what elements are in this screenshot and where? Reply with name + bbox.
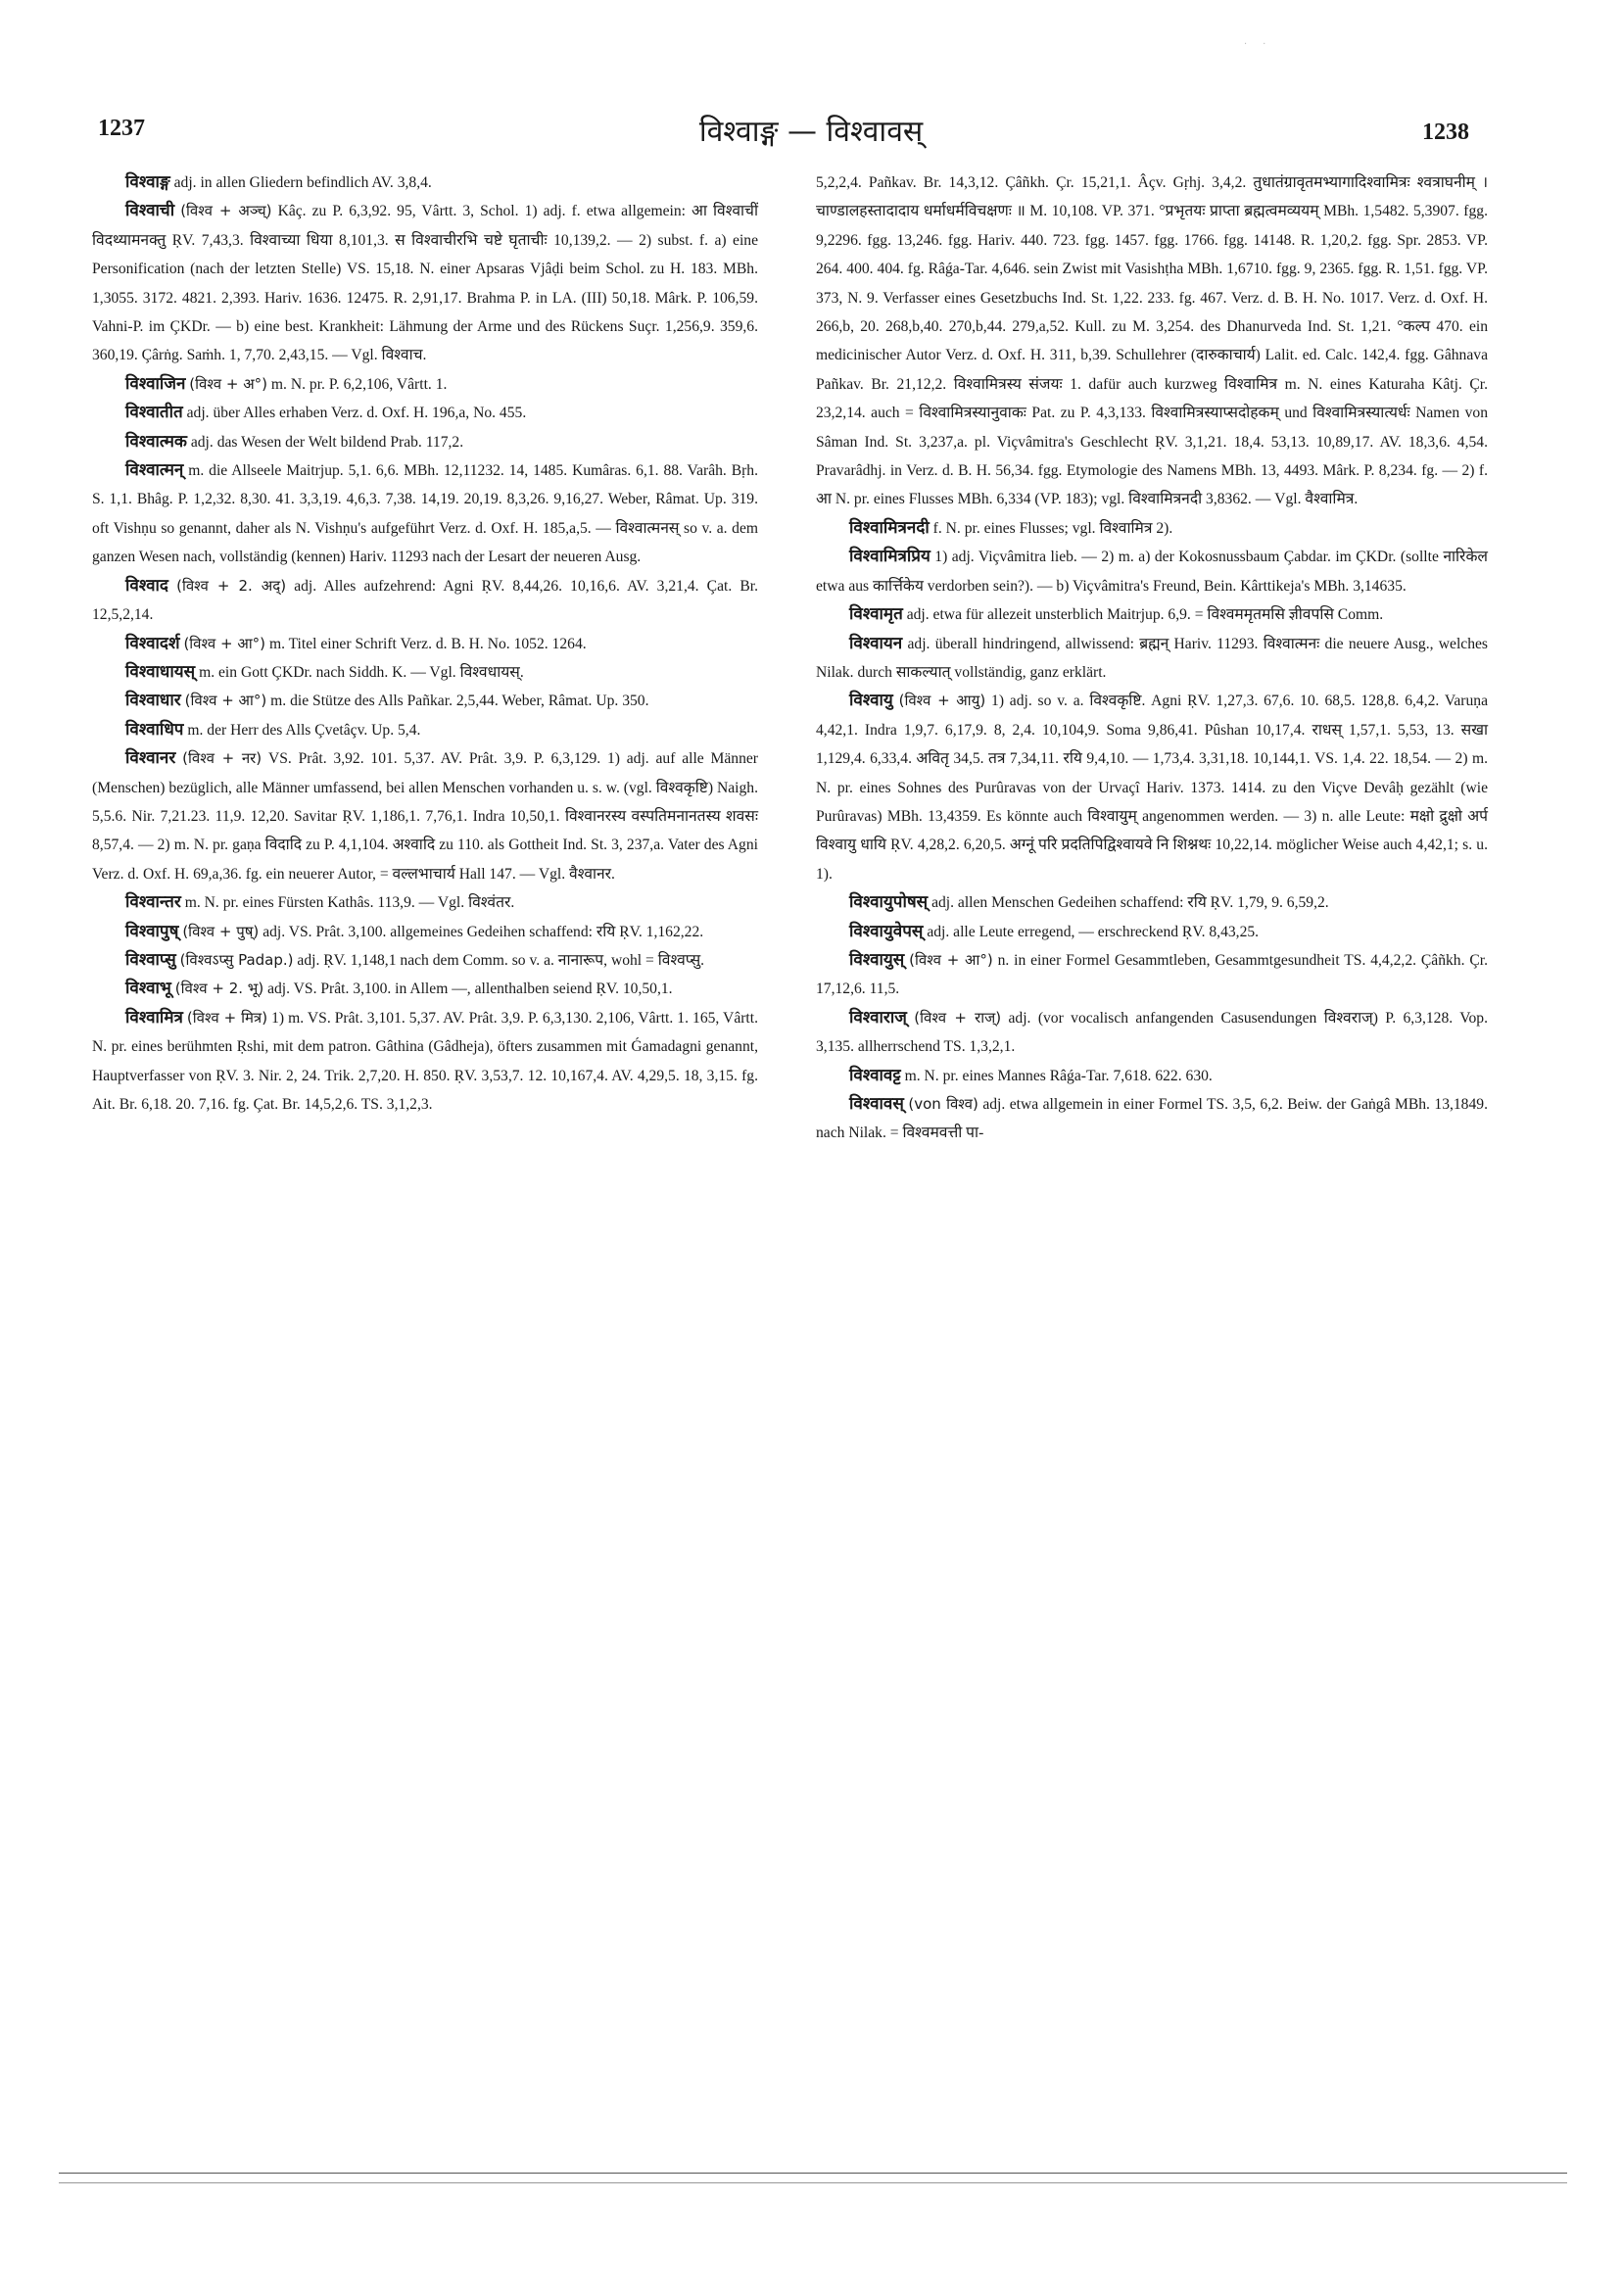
entry-headword: विश्वामित्र — [125, 1007, 183, 1028]
dictionary-entry — [92, 572, 758, 630]
entry-text: adj. VS. Prât. 3,100. allgemeines Gedeihen schaffend: रयि ṚV. 1,162,22. — [262, 923, 704, 940]
entry-etymology: (विश्व + अञ्च्) — [180, 202, 272, 220]
entry-text: 1) adj. so v. a. विश्वकृष्टि. Agni ṚV. 1,27,3. 67,6. 10. 68,5. 128,8. 6,4,2. Varuṇa 4,42,1. Indra 1,9,7. 6,17,9. 8, 2,4. 10,104,9. Soma 9,86,41. Pûshan 10,17,4. राधस् 1,57,1. 5,53, 13. सखा 1,129,4. 6,33,4. अवितृ 34,5. तत्र 7,34,11. रयि 9,4,10. — 1,73,4. 3,31,18. 10,144,1. VS. 1,4. 22. 18,54. — 2) m. N. pr. eines Sohnes des Purûravas von der Urvaçî Hariv. 1373. 1414. zu den Viçve Devâḥ gezählt (wie Purûravas) MBh. 13,4359. Es könnte auch विश्वायुम् angenommen werden. — 3) n. alle Leute: मक्षो द्रुक्षो अर्प विश्वायु धायि ṚV. 4,28,2. 6,20,5. अग्नूं परि प्रदतिपिद्विश्वायवे नि शिश्नथः 10,22,14. möglicher Weise auch 4,42,1; s. u. 1). — [816, 693, 1489, 883]
dictionary-entry — [816, 918, 1488, 946]
dictionary-entry — [92, 168, 758, 197]
entry-text: m. N. pr. eines Fürsten Kathâs. 113,9. — Vgl. विश्वंतर. — [184, 894, 515, 912]
dictionary-entry — [92, 946, 758, 975]
right-column — [816, 168, 1488, 1148]
entry-headword: विश्वाजिन — [125, 373, 186, 394]
entry-headword: विश्वायुस् — [849, 949, 905, 970]
bottom-rule-secondary — [59, 2182, 1567, 2183]
dictionary-entry — [92, 918, 758, 946]
page-number-right: 1238 — [1422, 120, 1469, 145]
left-column — [92, 168, 758, 1119]
dictionary-entry — [816, 1090, 1488, 1148]
entry-text: adj. das Wesen der Welt bildend Prab. 117,2. — [190, 433, 464, 451]
entry-text: 1) adj. Viçvâmitra lieb. — 2) m. a) der Kokosnussbaum Çabdar. im ÇKDr. (sollte नारिकेल etwa aus कार्त्तिकेय verdorben sein?). — b) Viçvâmitra's Freund, Bein. Kârttikeja's MBh. 3,14635. — [816, 549, 1488, 595]
entry-headword: विश्वाप्सु — [125, 949, 176, 970]
entry-headword: विश्वातीत — [125, 403, 183, 423]
entry-text: m. die Stütze des Alls Pañkar. 2,5,44. Weber, Râmat. Up. 350. — [270, 693, 649, 710]
entry-etymology: (विश्व + आ°) — [184, 692, 267, 710]
entry-etymology: (विश्वऽप्सु Padap.) — [179, 950, 294, 969]
entry-headword: विश्वान्तर — [125, 892, 181, 913]
entry-text: m. N. pr. P. 6,2,106, Vârtt. 1. — [270, 375, 448, 393]
entry-text: adj. überall hindringend, allwissend: ब्रह्मन् Hariv. 11293. विश्वात्मनः die neuere Ausg., welches Nilak. durch साकल्यात् vollständig, ganz erklärt. — [816, 635, 1488, 681]
dictionary-entry — [92, 744, 758, 888]
entry-text: f. N. pr. eines Flusses; vgl. विश्वामित्र 2). — [932, 519, 1173, 537]
entry-headword: विश्वायुपोषस् — [849, 892, 929, 913]
dictionary-entry — [816, 888, 1488, 917]
entry-etymology: (विश्व + आ°) — [183, 634, 266, 652]
entry-text: adj. über Alles erhaben Verz. d. Oxf. H. 196,a, No. 455. — [186, 405, 527, 422]
entry-headword: विश्वादर्श — [125, 633, 180, 653]
entry-text: 1) m. VS. Prât. 3,101. 5,37. AV. Prât. 3,9. P. 6,3,130. 2,106, Vârtt. 1. 165, Vârtt. N. pr. eines berühmten Ṛshi, mit dem patron. Gâthina (Gâdheja), öfters zusammen mit Ǵamadagni genannt, Hauptverfasser von ṚV. 3. Nir. 2, 24. Trik. 2,7,20. H. 850. ṚV. 3,53,7. 12. 10,167,4. AV. 4,29,5. 18, 3,15. fg. Ait. Br. 6,18. 20. 7,16. fg. Çat. Br. 14,5,2,6. TS. 3,1,2,3. — [92, 1009, 758, 1113]
entry-etymology: (विश्व + आयु) — [898, 692, 986, 710]
dictionary-entry — [816, 168, 1488, 514]
entry-headword: विश्वापुष् — [125, 921, 179, 941]
entry-headword: विश्वायन — [849, 633, 903, 653]
entry-headword: विश्वावस् — [849, 1094, 904, 1114]
entry-text: m. Titel einer Schrift Verz. d. B. H. No. 1052. 1264. — [268, 635, 587, 652]
entry-etymology: (विश्व + 2. भू) — [174, 980, 264, 998]
scan-specks: · · — [1244, 39, 1266, 50]
dictionary-entry — [816, 514, 1488, 543]
entry-etymology: (विश्व + आ°) — [909, 950, 993, 969]
entry-headword: विश्वायु — [849, 691, 893, 711]
entry-headword: विश्वाधार — [125, 691, 181, 711]
entry-headword: विश्वायुवेपस् — [849, 921, 924, 941]
entry-etymology: (von विश्व) — [908, 1095, 978, 1113]
dictionary-entry — [92, 197, 758, 369]
entry-etymology: (विश्व + मित्र) — [186, 1008, 268, 1027]
entry-text: 5,2,2,4. Pañkav. Br. 14,3,12. Çâñkh. Çr. 15,21,1. Âçv. Gṛhj. 3,4,2. तुधातंग्रावृतमभ्यागादिश्वामित्रः श्वत्राघनीम् । चाण्डालहस्तादादाय धर्माधर्मविचक्षणः ॥ M. 10,108. VP. 371. °प्रभृतयः प्राप्ता ब्रह्मत्वमव्ययम् MBh. 1,5482. 5,3907. fgg. 9,2296. fgg. 13,246. fgg. Hariv. 440. 723. fgg. 1457. fgg. 1766. fgg. 14148. R. 1,20,2. fgg. Spr. 2853. VP. 264. 400. 404. fg. Râǵa-Tar. 4,646. sein Zwist mit Vasishṭha MBh. 1,6710. fgg. 9, 2365. fgg. R. 1,51. fgg. VP. 373, N. 9. Verfasser eines Gesetzbuchs Ind. St. 1,22. 233. fg. 467. Verz. d. B. H. No. 1017. Verz. d. Oxf. H. 266,b, 20. 268,b,40. 270,b,44. 279,a,52. Kull. zu M. 3,254. des Dhanurveda Ind. St. 1,21. °कल्प 470. ein medicinischer Autor Verz. d. Oxf. H. 311, b,39. Schullehrer (दारुकाचार्य) Lalit. ed. Calc. 142,4. fgg. Gâhnava Pañkav. Br. 21,12,2. विश्वामित्रस्य संजयः 1. dafür auch kurzweg विश्वामित्र m. N. eines Katuraha Kâtj. Çr. 23,2,14. auch = विश्वामित्रस्यानुवाकः Pat. zu P. 4,3,133. विश्वामित्रस्याप्सदोहकम् und विश्वामित्रस्यात्यर्धः Namen von Sâman Ind. St. 3,237,a. pl. Viçvâmitra's Geschlecht ṚV. 3,1,21. 18,4. 53,13. 10,89,17. AV. 18,3,6. 4,54. Pravarâdhj. in Verz. d. B. H. 56,34. fgg. Etymologie des Namens MBh. 13, 4493. Mârk. P. 8,234. fg. — 2) f. आ N. pr. eines Flusses MBh. 6,334 (VP. 183); vgl. विश्वामित्रनदी 3,8362. — Vgl. वैश्वामित्र. — [816, 174, 1488, 508]
entry-headword: विश्वाभू — [125, 979, 171, 999]
entry-etymology: (विश्व + राज्) — [914, 1008, 1002, 1027]
entry-text: m. N. pr. eines Mannes Râǵa-Tar. 7,618. 622. 630. — [904, 1067, 1213, 1084]
entry-text: adj. in allen Gliedern befindlich AV. 3,8,4. — [173, 174, 432, 191]
entry-headword: विश्वामित्रप्रिय — [849, 547, 930, 567]
dictionary-entry — [816, 946, 1488, 1004]
dictionary-entry — [92, 630, 758, 658]
dictionary-entry — [92, 399, 758, 427]
entry-etymology: (विश्व + पुष्) — [182, 922, 260, 940]
bottom-rule — [59, 2173, 1567, 2174]
entry-headword: विश्वाची — [125, 201, 175, 221]
entry-headword: विश्वावट्ट — [849, 1065, 901, 1085]
entry-text: m. die Allseele Maitrjup. 5,1. 6,6. MBh. 12,11232. 14, 1485. Kumâras. 6,1. 88. Varâh. Bṛh. S. 1,1. Bhâg. P. 1,2,32. 8,30. 41. 3,3,19. 4,6,3. 7,38. 14,19. 20,19. 8,3,26. 9,16,27. Weber, Râmat. Up. 319. oft Vishṇu so genannt, daher als N. Vishṇu's aufgeführt Verz. d. Oxf. H. 185,a,5. — विश्वात्मनस् so v. a. dem ganzen Wesen nach, vollständig (kennen) Hariv. 11293 nach der Lesart der neueren Ausg. — [92, 462, 758, 566]
entry-headword: विश्वात्मन् — [125, 460, 184, 481]
entry-etymology: (विश्व + अ°) — [189, 374, 268, 393]
dictionary-entry — [92, 370, 758, 399]
dictionary-entry — [816, 630, 1488, 688]
dictionary-entry — [92, 428, 758, 456]
page-header — [0, 116, 1622, 155]
dictionary-entry — [816, 1004, 1488, 1062]
entry-text: m. ein Gott ÇKDr. nach Siddh. K. — Vgl. विश्वधायस्. — [199, 663, 524, 681]
entry-headword: विश्वानर — [125, 748, 176, 769]
entry-headword: विश्वाराज् — [849, 1007, 907, 1028]
entry-headword: विश्वाङ्ग — [125, 172, 170, 192]
entry-headword: विश्वामृत — [849, 604, 903, 625]
entry-etymology: (विश्व + नर) — [182, 749, 262, 768]
dictionary-entry — [816, 687, 1488, 888]
entry-text: adj. alle Leute erregend, — erschreckend ṚV. 8,43,25. — [927, 923, 1260, 940]
entry-text: adj. etwa für allezeit unsterblich Maitrjup. 6,9. = विश्वममृतमसि ज्ञीवपसि Comm. — [906, 606, 1384, 624]
entry-text: n. in einer Formel Gesammtleben, Gesammtgesundheit TS. 4,4,2,2. Çâñkh. Çr. 17,12,6. 11,5. — [816, 951, 1488, 998]
dictionary-entry — [816, 600, 1488, 629]
dictionary-entry — [816, 1062, 1488, 1090]
entry-headword: विश्वामित्रनदी — [849, 517, 930, 538]
running-title: विश्वाङ्ग — विश्वावस् — [698, 115, 924, 149]
entry-text: adj. allen Menschen Gedeihen schaffend: रयि ṚV. 1,79, 9. 6,59,2. — [931, 894, 1329, 912]
entry-text: adj. etwa allgemein in einer Formel TS. 3,5, 6,2. Beiw. der Gaṅgâ MBh. 13,1849. nach Nilak. = विश्वमवत्ती पा- — [816, 1096, 1488, 1142]
entry-text: adj. ṚV. 1,148,1 nach dem Comm. so v. a. नानारूप, wohl = विश्वप्सु. — [297, 951, 705, 969]
entry-headword: विश्वाधिप — [125, 719, 184, 740]
entry-text: VS. Prât. 3,92. 101. 5,37. AV. Prât. 3,9. P. 6,3,129. 1) adj. auf alle Männer (Menschen) bezüglich, alle Männer umfassend, bei allen Menschen vorhanden u. s. w. (vgl. विश्वकृष्टि) Naigh. 5,5.6. Nir. 7,21.23. 11,9. 12,20. Savitar ṚV. 1,186,1. 7,76,1. Indra 10,50,1. विश्वानरस्य वस्पतिमनानतस्य शवसः 8,57,4. — 2) m. N. pr. gaṇa विदादि zu P. 4,1,104. अश्वादि zu 110. als Gottheit Ind. St. 3, 237,a. Vater des Agni Verz. d. Oxf. H. 69,a,36. fg. ein neuerer Autor, = वल्लभाचार्य Hall 147. — Vgl. वैश्वानर. — [92, 750, 758, 883]
entry-text: m. der Herr des Alls Çvetâçv. Up. 5,4. — [187, 721, 421, 739]
dictionary-entry — [92, 888, 758, 917]
dictionary-entry — [92, 658, 758, 687]
entry-headword: विश्वात्मक — [125, 431, 187, 452]
page-number-left: 1237 — [98, 116, 145, 141]
entry-headword: विश्वाद — [125, 575, 168, 596]
dictionary-entry — [92, 1004, 758, 1120]
dictionary-entry — [92, 975, 758, 1003]
entry-etymology: (विश्व + 2. अद्) — [176, 576, 287, 595]
dictionary-entry — [92, 456, 758, 572]
dictionary-entry — [92, 716, 758, 744]
dictionary-entry — [816, 543, 1488, 600]
entry-text: Kâç. zu P. 6,3,92. 95, Vârtt. 3, Schol. 1) adj. f. etwa allgemein: आ विश्वाचीं विदथ्यामनक्तु ṚV. 7,43,3. विश्वाच्या धिया 8,101,3. स विश्वाचीरभि चष्टे घृताचीः 10,139,2. — 2) subst. f. a) eine Personification (nach der letzten Stelle) VS. 15,18. N. einer Apsaras Vjâḍi beim Schol. zu H. 183. MBh. 1,3055. 3172. 4821. 2,393. Hariv. 1636. 12475. R. 2,91,17. Brahma P. in LA. (III) 50,18. Mârk. P. 106,59. Vahni-P. im ÇKDr. — b) eine best. Krankheit: Lähmung der Arme und des Rückens Suçr. 1,256,9. 359,6. 360,19. Çârṅg. Saṁh. 1, 7,70. 2,43,15. — Vgl. विश्वाच. — [92, 203, 758, 364]
entry-text: adj. Alles aufzehrend: Agni ṚV. 8,44,26. 10,16,6. AV. 3,21,4. Çat. Br. 12,5,2,14. — [92, 577, 758, 624]
dictionary-entry — [92, 687, 758, 715]
entry-text: adj. (vor vocalisch anfangenden Casusendungen विश्वराज्) P. 6,3,128. Vop. 3,135. allherrschend TS. 1,3,2,1. — [816, 1009, 1488, 1056]
entry-text: adj. VS. Prât. 3,100. in Allem —, allenthalben seiend ṚV. 10,50,1. — [267, 981, 673, 998]
entry-headword: विश्वाधायस् — [125, 661, 196, 682]
